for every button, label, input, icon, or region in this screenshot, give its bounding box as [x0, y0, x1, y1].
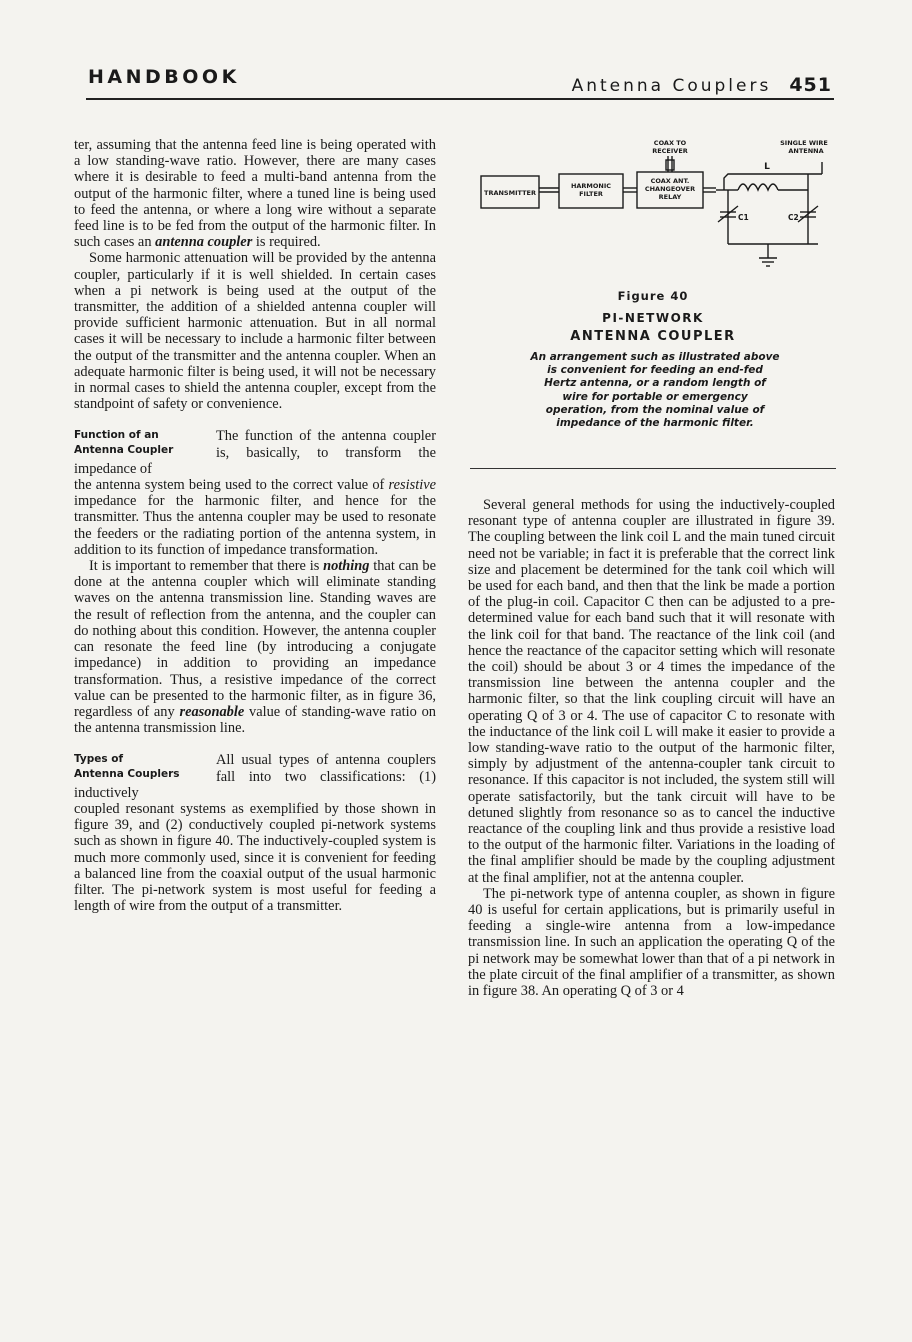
- label-c2: C2: [788, 213, 799, 222]
- figure-title-line-1: PI-NETWORK: [602, 311, 704, 325]
- left-column: [74, 137, 436, 914]
- header-rule: [86, 98, 834, 100]
- side-heading-label: Function of an Antenna Coupler: [74, 429, 174, 457]
- label-relay-2: CHANGEOVER: [644, 185, 696, 193]
- figure-title-line-2: ANTENNA COUPLER: [570, 329, 736, 344]
- paragraph: Several general methods for using the inductively-coupled resonant type of antenna coupler are illustrated in figure 39. The coupling between the link coil L and the main tuned circuit need not be variable; in fact it is preferable that the correct link size and placement be determined for the tank coil which will be used for each band, and then that the link be made a portion of the plug-in coil. Capacitor C then can be adjusted to a pre-determined value for each band such that it will resonate with the link coil for that band. The reactance of the link coil (and hence the reactance of the capacitor setting which will resonate the coil) should be about 3 or 4 times the impedance of the transmission line between the antenna coupler and the harmonic filter, so that the link coupling circuit will have an operating Q of 3 or 4. The use of capacitor C to resonate with the inductance of the link coil L will make it easier to provide a low standing-wave ratio to the output of the harmonic filter, simply by adjustment of the antenna-coupler tank circuit to resonance. If this capacitor is not included, the system still will operate satisfactorily, but the tank circuit will have to be detuned slightly from resonance so as to cancel the inductive reactance of the coupling link and thus provide a resistive load to the output of the harmonic filter. Variations in the loading of the final amplifier should be made by the coupling adjustment at the final amplifier, not at the antenna coupler.: [468, 497, 835, 886]
- running-head-book-title: HANDBOOK: [88, 66, 240, 88]
- figure-rule: [470, 468, 836, 469]
- figure-description: An arrangement such as illustrated above is convenient for feeding an end-fed Hertz antenna, or a random length of wire for portable or emergency operation, from the nominal value of impedance of the harmonic filter.: [530, 351, 780, 430]
- side-heading-text: All usual types of antenna couplers fall into two classifications: (1) inductively: [74, 752, 436, 801]
- section-title: Antenna Couplers: [571, 76, 772, 96]
- side-heading-types: [74, 752, 436, 801]
- label-coil-l: L: [764, 162, 770, 172]
- pi-network-schematic: [470, 136, 836, 286]
- coil-l: [738, 184, 778, 190]
- paragraph: the antenna system being used to the correct value of resistive impedance for the harmonic filter, and hence for the transmitter. Thus the antenna coupler may be used to resonate the feeders or the radiating portion of the antenna system, in addition to its function of impedance transformation.: [74, 477, 436, 558]
- paragraph: It is important to remember that there is nothing that can be done at the antenna coupler which will eliminate standing waves on the antenna transmission line. Standing waves are the result of reflection from the antenna, and the coupler can do nothing about this condition. However, the antenna coupler can resonate the feed line (by introducing a conjugate impedance) in addition to providing an impedance transformation. Thus, a resistive impedance of the correct value can be presented to the harmonic filter, as in figure 36, regardless of any reasonable value of standing-wave ratio on the antenna transmission line.: [74, 558, 436, 737]
- paragraph: ter, assuming that the antenna feed line is being operated with a low standing-wave ratio. However, there are many cases where it is desirable to feed a multi-band antenna from the output of the harmonic filter, where a tuned line is being used to feed the antenna, or where a long wire without a separate feed line is to be fed from the output of the harmonic filter. In such cases an antenna coupler is required.: [74, 137, 436, 251]
- running-head-section: [572, 74, 832, 96]
- paragraph: The pi-network type of antenna coupler, as shown in figure 40 is useful for certain applications, but is primarily useful in feeding a single-wire antenna from a low-impedance transmission line. In such an application the operating Q of the pi network may be somewhat lower than that of a pi network in the plate circuit of the final amplifier of a transmitter, as shown in figure 38. An operating Q of 3 or 4: [468, 885, 835, 1000]
- side-heading-label: Types of Antenna Couplers: [74, 753, 180, 781]
- label-single-wire-2: ANTENNA: [788, 147, 824, 155]
- paragraph: coupled resonant systems as exemplified by those shown in figure 39, and (2) conductively coupled pi-network systems such as shown in figure 40. The inductively-coupled system is much more commonly used, since it is convenient for feeding a balanced line from the coaxial output of the usual harmonic filter. The pi-network system is most useful for feeding a length of wire from the output of a transmitter.: [74, 800, 436, 915]
- label-coax-to-receiver-2: RECEIVER: [652, 147, 688, 155]
- label-harmonic-2: FILTER: [579, 190, 603, 198]
- paragraph: Some harmonic attenuation will be provided by the antenna coupler, particularly if it is well shielded. In certain cases when a pi network is being used at the output of the transmitter, the addition of a shielded antenna coupler will provide sufficient harmonic attenuation. But in all normal cases it will be necessary to include a harmonic filter between the output of the transmitter and the antenna coupler. When an adequate harmonic filter is being used, it will not be necessary in normal cases to shield the antenna coupler, except from the standpoint of safety or convenience.: [74, 250, 436, 413]
- label-single-wire-1: SINGLE WIRE: [780, 139, 828, 147]
- side-heading-function: [74, 428, 436, 477]
- label-relay-3: RELAY: [658, 193, 682, 201]
- label-relay-1: COAX ANT.: [650, 177, 690, 185]
- label-c1: C1: [738, 213, 749, 222]
- label-transmitter: TRANSMITTER: [484, 189, 536, 197]
- label-coax-to-receiver-1: COAX TO: [653, 139, 687, 147]
- right-column: [468, 497, 835, 999]
- page-number: 451: [789, 74, 832, 96]
- side-heading-text: The function of the antenna coupler is, basically, to transform the impedance of: [74, 428, 436, 477]
- figure-40: [470, 136, 836, 481]
- label-harmonic-1: HARMONIC: [570, 182, 612, 190]
- figure-number: Figure 40: [617, 289, 689, 303]
